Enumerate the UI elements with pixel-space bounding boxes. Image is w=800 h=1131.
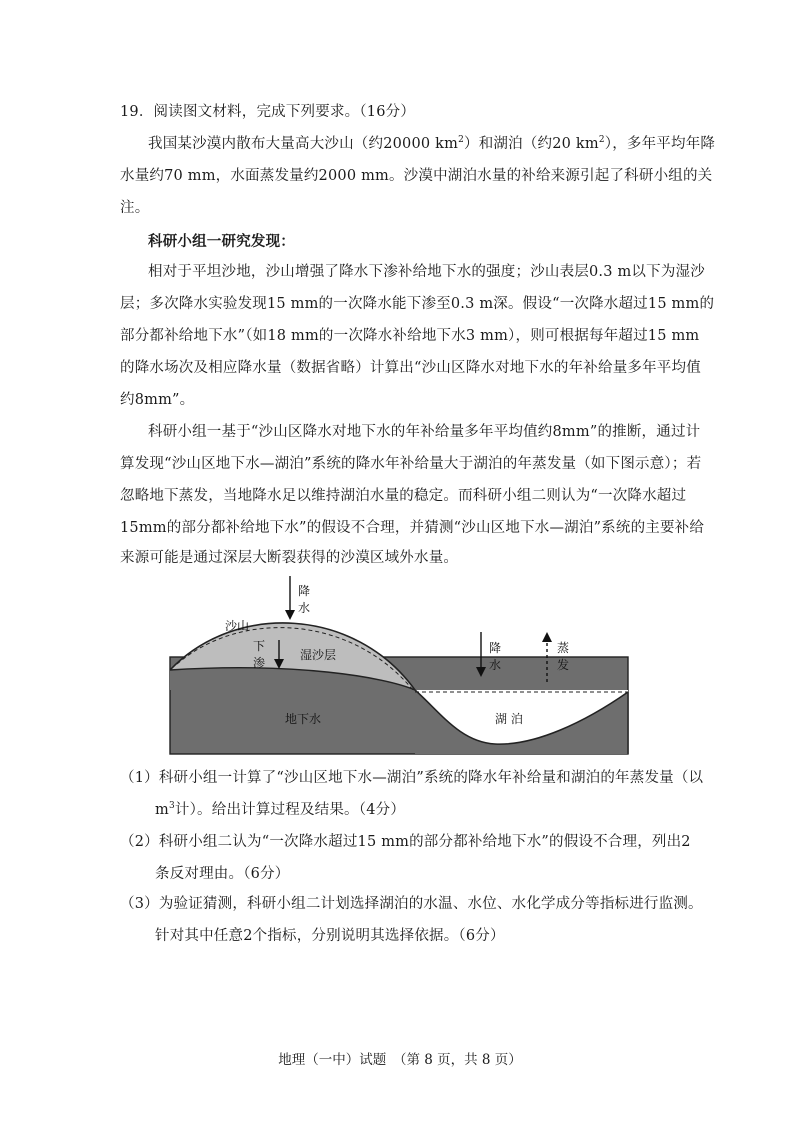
dune-lake-diagram <box>165 572 635 757</box>
precip-top-label-2: 水 <box>298 601 311 615</box>
groundwater-label: 地下水 <box>285 712 322 726</box>
group1-title: 科研小组一研究发现： <box>148 233 295 250</box>
subquestion-3-line1: （3）为验证猜测，科研小组二计划选择湖泊的水温、水位、水化学成分等指标进行监测。 <box>120 896 703 912</box>
precip-lake-label-1: 降 <box>489 641 502 655</box>
page-footer: 地理（一中）试题 （第 8 页，共 8 页） <box>278 1052 522 1068</box>
material-p3-line2: 算发现“沙山区地下水—湖泊”系统的降水年补给量大于湖泊的年蒸发量（如下图示意）；若 <box>120 456 702 472</box>
material-p2-line2: 层；多次降水实验发现15 mm的一次降水能下渗至0.3 m深。假设“一次降水超过15 mm的 <box>120 296 715 312</box>
evaporation-label-2: 发 <box>557 658 570 672</box>
material-p2-line3: 部分都补给地下水”（如18 mm的一次降水补给地下水3 mm），则可根据每年超过15 mm <box>120 328 700 344</box>
material-p1-line1: 我国某沙漠内散布大量高大沙山（约20000 $km^2$）和湖泊（约20 $km^2$），多年平均年降 <box>148 135 716 152</box>
infiltration-label-1: 下 <box>253 639 266 653</box>
material-p2-line4: 的降水场次及相应降水量（数据省略）计算出“沙山区降水对地下水的年补给量多年平均值 <box>120 360 701 376</box>
subquestion-3-line2: 针对其中任意2个指标，分别说明其选择依据。（6分） <box>155 928 505 944</box>
material-p1-line3: 注。 <box>120 200 150 216</box>
material-p3-line4: 15mm的部分都补给地下水”的假设不合理，并猜测“沙山区地下水—湖泊”系统的主要补给 <box>120 520 705 536</box>
material-p3-line1: 科研小组一基于“沙山区降水对地下水的年补给量多年平均值约8mm”的推断，通过计 <box>148 424 701 440</box>
material-p2-line1: 相对于平坦沙地，沙山增强了降水下渗补给地下水的强度；沙山表层0.3 m以下为湿沙 <box>148 264 705 280</box>
infiltration-label-2: 渗 <box>253 656 266 670</box>
wet-sand-label: 湿沙层 <box>300 648 337 662</box>
subquestion-1-line2: $m^3$计）。给出计算过程及结果。（4分） <box>155 801 406 818</box>
lake-label: 湖 泊 <box>495 712 523 726</box>
material-p3-line3: 忽略地下蒸发，当地降水足以维持湖泊水量的稳定。而科研小组二则认为“一次降水超过 <box>120 488 687 504</box>
dune-label: 沙山 <box>225 619 250 633</box>
question-header: 19．阅读图文材料，完成下列要求。（16分） <box>120 104 416 120</box>
evaporation-label-1: 蒸 <box>557 641 570 655</box>
precip-top-label-1: 降 <box>298 584 311 598</box>
material-p2-line5: 约8mm”。 <box>120 392 195 408</box>
material-p3-line5: 来源可能是通过深层大断裂获得的沙漠区域外水量。 <box>120 550 459 566</box>
subquestion-1-line1: （1）科研小组一计算了“沙山区地下水—湖泊”系统的降水年补给量和湖泊的年蒸发量（以 <box>120 770 704 786</box>
subquestion-2-line2: 条反对理由。（6分） <box>155 866 290 882</box>
material-p1-line2: 水量约70 mm，水面蒸发量约2000 mm。沙漠中湖泊水量的补给来源引起了科研小组的关 <box>120 168 713 184</box>
precip-lake-label-2: 水 <box>489 658 502 672</box>
subquestion-2-line1: （2）科研小组二认为“一次降水超过15 mm的部分都补给地下水”的假设不合理，列出2 <box>120 834 691 850</box>
